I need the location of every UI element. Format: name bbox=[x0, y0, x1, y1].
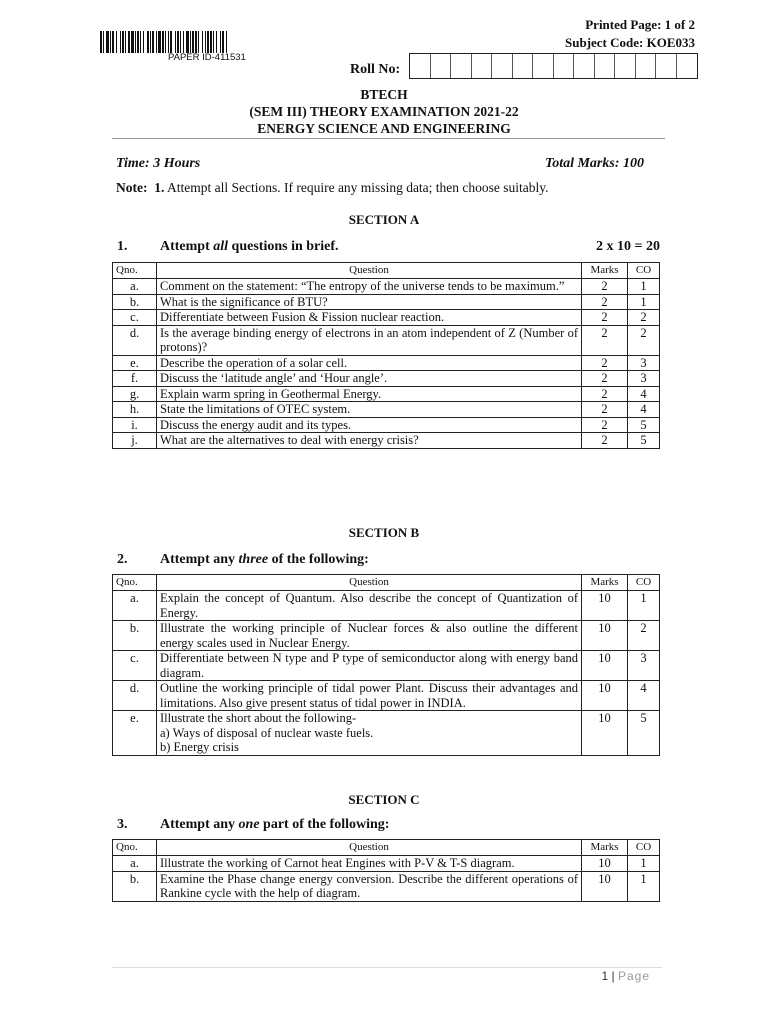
question-id: i. bbox=[113, 417, 157, 433]
question-text: Differentiate between Fusion & Fission nuclear reaction. bbox=[157, 310, 582, 326]
question-id: b. bbox=[113, 621, 157, 651]
barcode bbox=[100, 31, 314, 53]
table-row bbox=[113, 294, 660, 310]
column-header-qno: Qno. bbox=[113, 575, 157, 591]
question-instruction: Attempt any three of the following: bbox=[160, 552, 369, 567]
subject-code: Subject Code: KOE033 bbox=[565, 35, 695, 50]
question-id: b. bbox=[113, 871, 157, 901]
column-header-qno: Qno. bbox=[113, 263, 157, 279]
roll-no-box bbox=[431, 54, 452, 78]
question-text: Examine the Phase change energy conversion. Describe the different operations of Rankine cycle with the help of diagram. bbox=[157, 871, 582, 901]
roll-no-box bbox=[636, 54, 657, 78]
note-text: Attempt all Sections. If require any missing data; then choose suitably. bbox=[164, 180, 549, 195]
roll-no-box bbox=[595, 54, 616, 78]
question-marks-cell: 10 bbox=[582, 651, 628, 681]
question-text: State the limitations of OTEC system. bbox=[157, 402, 582, 418]
question-text: Illustrate the working of Carnot heat Engines with P-V & T-S diagram. bbox=[157, 856, 582, 872]
table-row bbox=[113, 856, 660, 872]
column-header-question: Question bbox=[157, 840, 582, 856]
column-header-marks: Marks bbox=[582, 575, 628, 591]
question-id: e. bbox=[113, 711, 157, 756]
exam-title: (SEM III) THEORY EXAMINATION 2021-22 bbox=[249, 104, 519, 119]
question-marks-cell: 2 bbox=[582, 294, 628, 310]
question-number: 1. bbox=[117, 239, 128, 254]
table-row bbox=[113, 681, 660, 711]
note-label: Note: bbox=[116, 180, 148, 195]
question-text: Is the average binding energy of electrons in an atom independent of Z (Number of protons)? bbox=[157, 325, 582, 355]
course-outcome: 2 bbox=[628, 325, 660, 355]
page-number: 1 | Page bbox=[601, 969, 650, 983]
section-c-table bbox=[112, 839, 660, 902]
exam-subject: ENERGY SCIENCE AND ENGINEERING bbox=[257, 121, 511, 136]
roll-no-box bbox=[472, 54, 493, 78]
table-row bbox=[113, 621, 660, 651]
column-header-co: CO bbox=[628, 840, 660, 856]
course-outcome: 1 bbox=[628, 591, 660, 621]
question-id: j. bbox=[113, 433, 157, 449]
question-text: Discuss the ‘latitude angle’ and ‘Hour angle’. bbox=[157, 371, 582, 387]
question-marks-cell: 2 bbox=[582, 310, 628, 326]
table-row bbox=[113, 371, 660, 387]
question-marks-cell: 2 bbox=[582, 386, 628, 402]
question-text: What is the significance of BTU? bbox=[157, 294, 582, 310]
question-marks-cell: 2 bbox=[582, 417, 628, 433]
table-row bbox=[113, 651, 660, 681]
question-text: What are the alternatives to deal with energy crisis? bbox=[157, 433, 582, 449]
course-outcome: 2 bbox=[628, 310, 660, 326]
course-outcome: 4 bbox=[628, 386, 660, 402]
divider bbox=[112, 138, 665, 139]
roll-no-label: Roll No: bbox=[350, 62, 401, 77]
question-marks-cell: 10 bbox=[582, 871, 628, 901]
footer-divider bbox=[112, 967, 662, 968]
question-text: Discuss the energy audit and its types. bbox=[157, 417, 582, 433]
column-header-qno: Qno. bbox=[113, 840, 157, 856]
question-instruction: Attempt all questions in brief. bbox=[160, 239, 339, 254]
note-num: 1. bbox=[154, 180, 165, 195]
table-header bbox=[113, 575, 660, 591]
question-text: Illustrate the working principle of Nuclear forces & also outline the different energy scales used in Nuclear Energy. bbox=[157, 621, 582, 651]
question-id: c. bbox=[113, 651, 157, 681]
question-marks-cell: 2 bbox=[582, 325, 628, 355]
column-header-marks: Marks bbox=[582, 263, 628, 279]
course-outcome: 3 bbox=[628, 651, 660, 681]
question-marks-cell: 10 bbox=[582, 711, 628, 756]
roll-no-box bbox=[533, 54, 554, 78]
question-id: b. bbox=[113, 294, 157, 310]
question-id: a. bbox=[113, 856, 157, 872]
table-row bbox=[113, 355, 660, 371]
course-outcome: 1 bbox=[628, 294, 660, 310]
question-id: g. bbox=[113, 386, 157, 402]
course-outcome: 4 bbox=[628, 681, 660, 711]
question-marks-cell: 10 bbox=[582, 681, 628, 711]
roll-no-box bbox=[410, 54, 431, 78]
question-id: a. bbox=[113, 591, 157, 621]
question-id: f. bbox=[113, 371, 157, 387]
section-c-heading: SECTION C bbox=[348, 792, 420, 807]
question-id: d. bbox=[113, 681, 157, 711]
column-header-question: Question bbox=[157, 575, 582, 591]
question-id: c. bbox=[113, 310, 157, 326]
course-outcome: 3 bbox=[628, 355, 660, 371]
roll-no-box bbox=[492, 54, 513, 78]
section-b-heading: SECTION B bbox=[348, 525, 420, 540]
roll-no-box bbox=[451, 54, 472, 78]
question-id: d. bbox=[113, 325, 157, 355]
table-header bbox=[113, 840, 660, 856]
question-text: Differentiate between N type and P type of semiconductor along with energy band diagram. bbox=[157, 651, 582, 681]
column-header-co: CO bbox=[628, 575, 660, 591]
exam-degree: BTECH bbox=[360, 87, 408, 102]
question-marks-cell: 2 bbox=[582, 433, 628, 449]
table-row bbox=[113, 711, 660, 756]
question-number: 3. bbox=[117, 817, 128, 832]
question-marks: 2 x 10 = 20 bbox=[596, 239, 660, 254]
section-a-table bbox=[112, 262, 660, 449]
course-outcome: 5 bbox=[628, 417, 660, 433]
question-id: h. bbox=[113, 402, 157, 418]
question-marks-cell: 10 bbox=[582, 621, 628, 651]
note bbox=[116, 180, 549, 196]
question-text: Explain the concept of Quantum. Also describe the concept of Quantization of Energy. bbox=[157, 591, 582, 621]
column-header-question: Question bbox=[157, 263, 582, 279]
course-outcome: 4 bbox=[628, 402, 660, 418]
course-outcome: 1 bbox=[628, 279, 660, 295]
question-number: 2. bbox=[117, 552, 128, 567]
question-text: Outline the working principle of tidal power Plant. Discuss their advantages and limitations. Also give present status of tidal power in INDIA. bbox=[157, 681, 582, 711]
question-text: Illustrate the short about the following- a) Ways of disposal of nuclear waste fuels. b) Energy crisis bbox=[157, 711, 582, 756]
roll-no-box bbox=[554, 54, 575, 78]
question-marks-cell: 2 bbox=[582, 402, 628, 418]
roll-no-box bbox=[656, 54, 677, 78]
table-row bbox=[113, 417, 660, 433]
question-text: Explain warm spring in Geothermal Energy. bbox=[157, 386, 582, 402]
roll-no-box bbox=[615, 54, 636, 78]
course-outcome: 5 bbox=[628, 433, 660, 449]
course-outcome: 1 bbox=[628, 871, 660, 901]
paper-id: PAPER ID-411531 bbox=[168, 52, 246, 63]
table-row bbox=[113, 871, 660, 901]
printed-page: Printed Page: 1 of 2 bbox=[585, 17, 695, 32]
table-row bbox=[113, 386, 660, 402]
table-row bbox=[113, 591, 660, 621]
roll-no-box bbox=[513, 54, 534, 78]
question-text: Describe the operation of a solar cell. bbox=[157, 355, 582, 371]
course-outcome: 5 bbox=[628, 711, 660, 756]
roll-no-boxes bbox=[409, 53, 698, 79]
roll-no-box bbox=[574, 54, 595, 78]
question-id: a. bbox=[113, 279, 157, 295]
total-marks: Total Marks: 100 bbox=[544, 156, 644, 171]
table-row bbox=[113, 279, 660, 295]
question-marks-cell: 2 bbox=[582, 371, 628, 387]
question-instruction: Attempt any one part of the following: bbox=[160, 817, 390, 832]
question-marks-cell: 2 bbox=[582, 355, 628, 371]
course-outcome: 3 bbox=[628, 371, 660, 387]
course-outcome: 1 bbox=[628, 856, 660, 872]
question-text: Comment on the statement: “The entropy of the universe tends to be maximum.” bbox=[157, 279, 582, 295]
column-header-marks: Marks bbox=[582, 840, 628, 856]
question-marks-cell: 10 bbox=[582, 591, 628, 621]
table-row bbox=[113, 402, 660, 418]
question-marks-cell: 10 bbox=[582, 856, 628, 872]
course-outcome: 2 bbox=[628, 621, 660, 651]
question-id: e. bbox=[113, 355, 157, 371]
table-row bbox=[113, 310, 660, 326]
section-a-heading: SECTION A bbox=[348, 212, 420, 227]
question-marks-cell: 2 bbox=[582, 279, 628, 295]
table-header bbox=[113, 263, 660, 279]
roll-no-box bbox=[677, 54, 698, 78]
time-label: Time: 3 Hours bbox=[116, 156, 201, 171]
table-row bbox=[113, 433, 660, 449]
section-b-table bbox=[112, 574, 660, 756]
column-header-co: CO bbox=[628, 263, 660, 279]
table-row bbox=[113, 325, 660, 355]
